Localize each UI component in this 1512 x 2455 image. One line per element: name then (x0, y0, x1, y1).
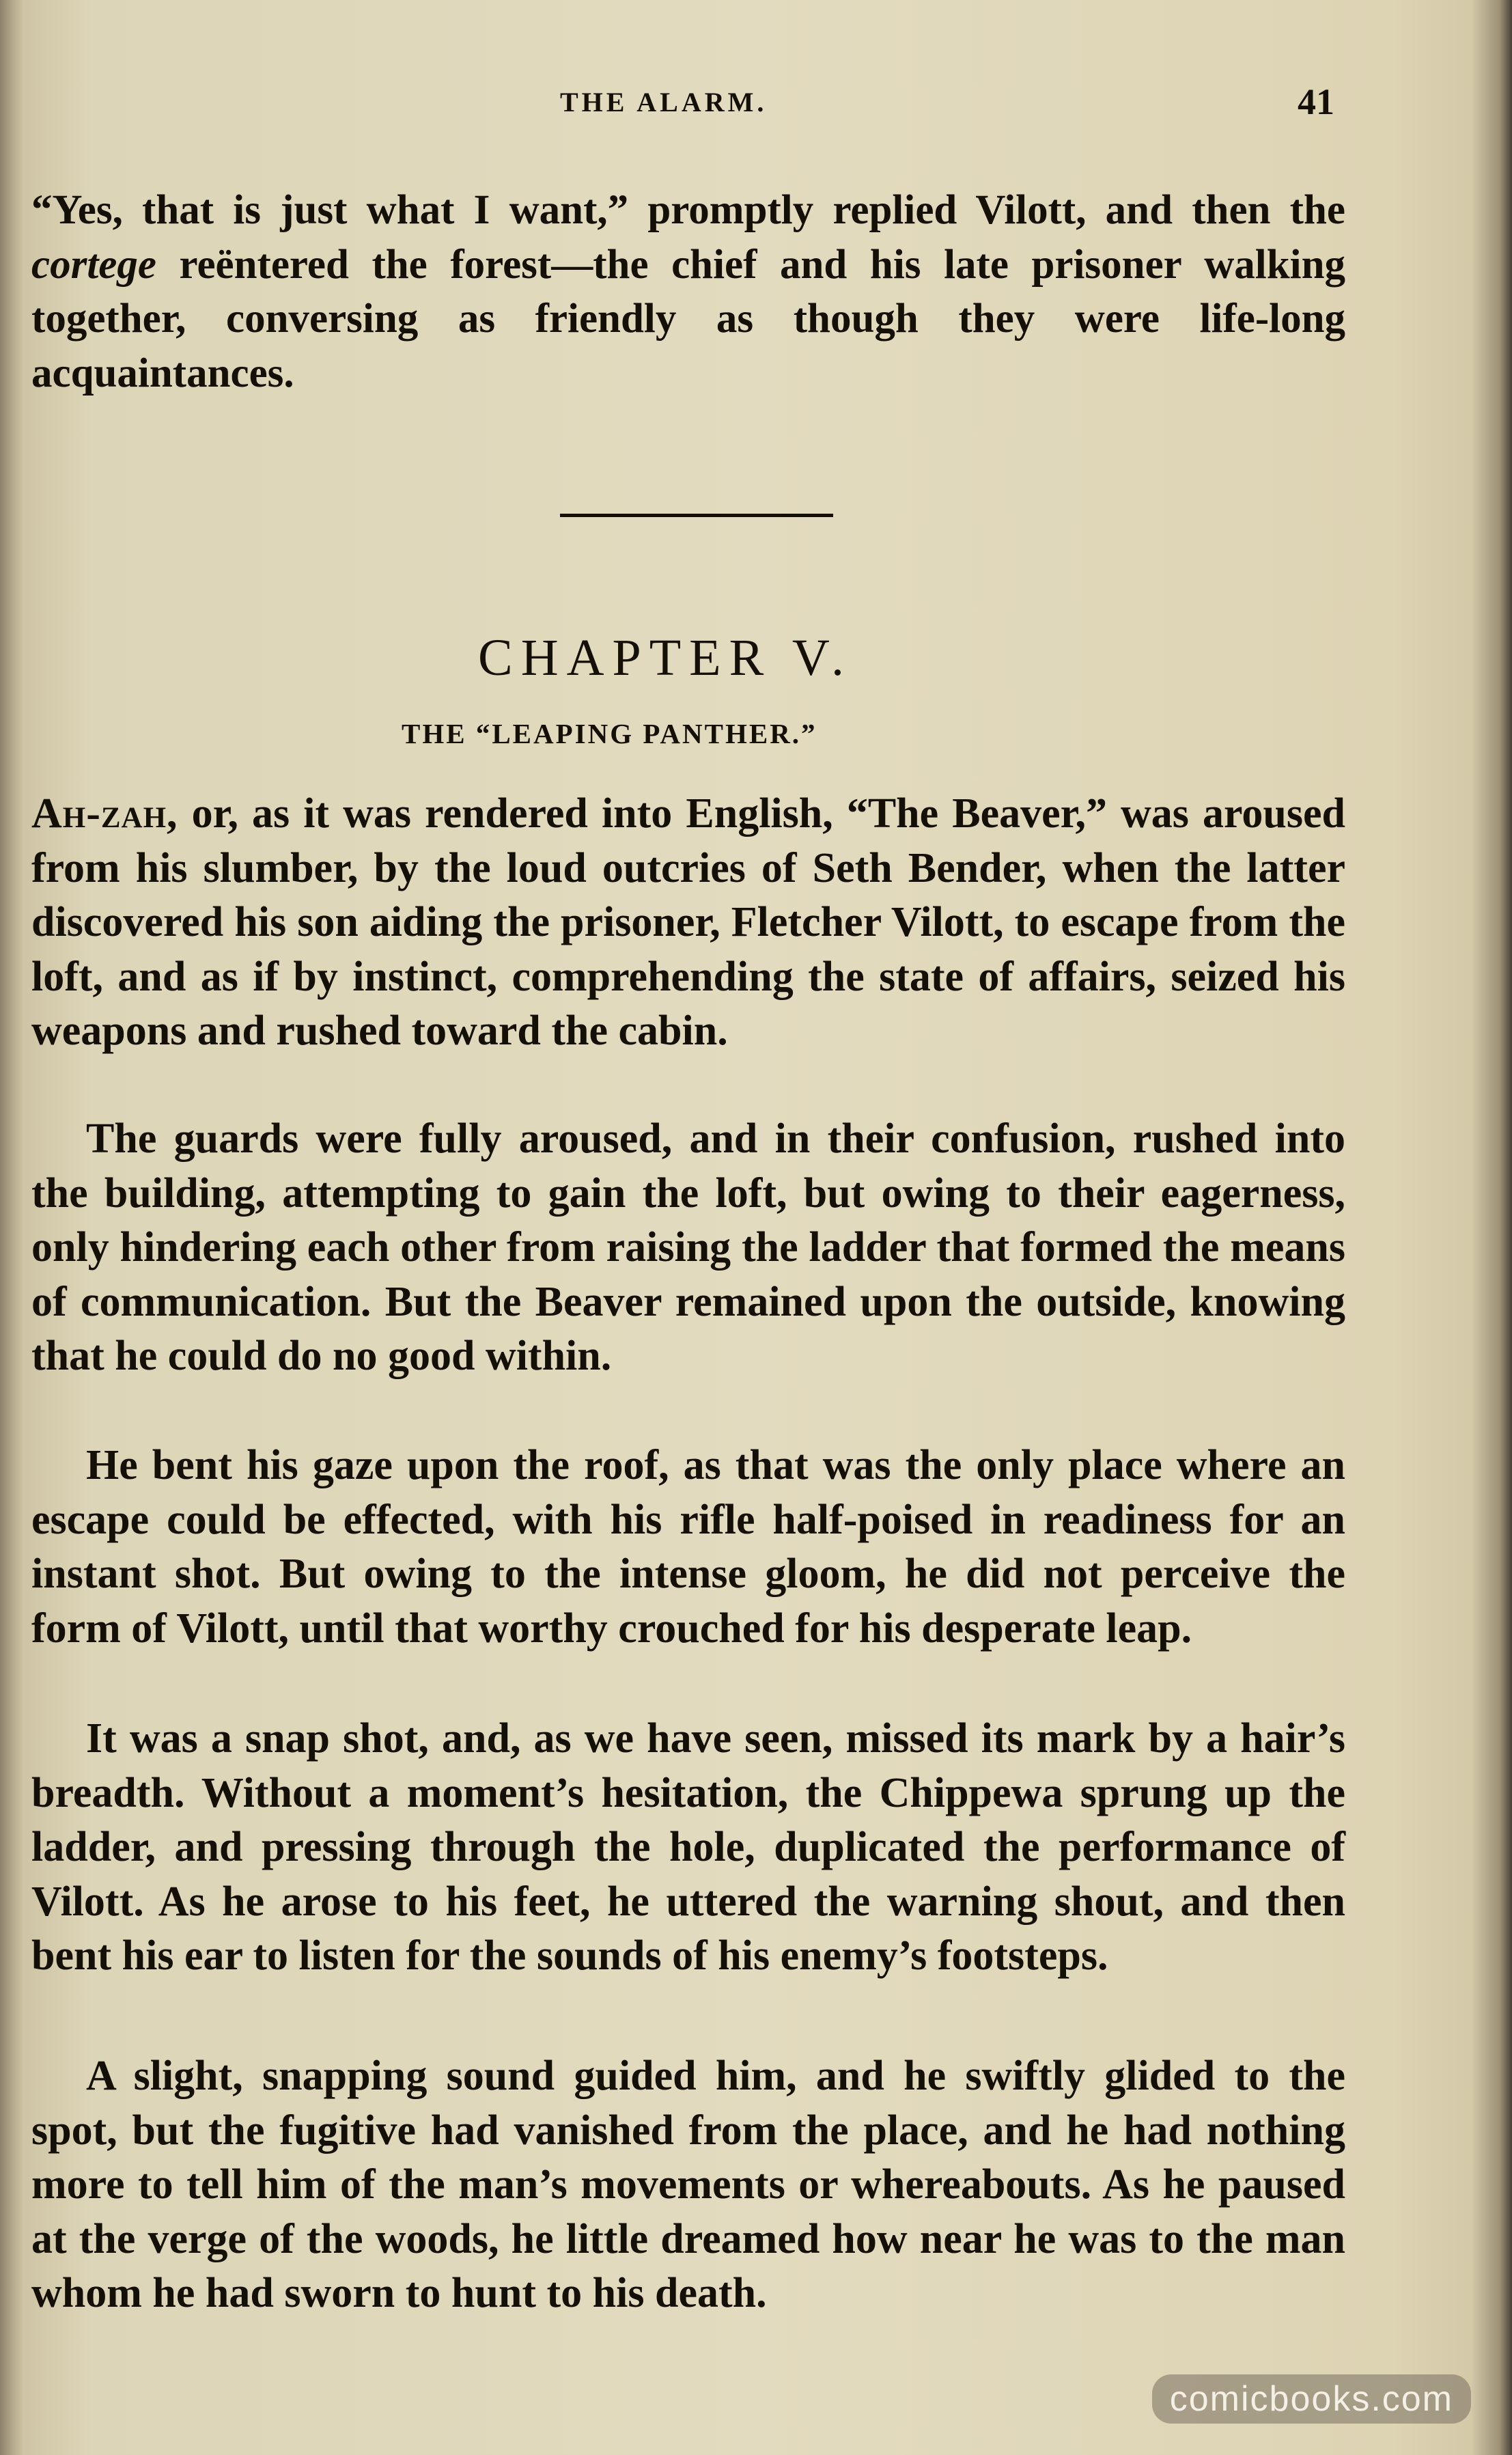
page-number: 41 (1298, 81, 1334, 122)
running-head: THE ALARM. (560, 87, 768, 117)
body-paragraph-1-text: or, as it was rendered into English, “The Beaver,” was aroused from his slumber, by the loud outcries of Seth Bender, when the latter discovered his son aiding the prisoner, Fletcher Vilott, to escape from the loft, and as if by instinct, comprehending the state of affairs, seized his weapons and rushed toward the cabin. (31, 790, 1345, 1054)
body-paragraph-1 (31, 787, 1345, 1059)
paragraph-lead-word: Ah-zah, (31, 790, 178, 837)
section-divider-rule (560, 514, 833, 517)
opening-paragraph-text-before: “Yes, that is just what I want,” promptly replied Vilott, and then the (31, 187, 1345, 233)
page-left-edge-shadow (0, 0, 23, 2455)
page-right-edge-shadow (1471, 0, 1512, 2455)
chapter-subtitle: THE “LEAPING PANTHER.” (402, 718, 817, 749)
body-paragraph-4: It was a snap shot, and, as we have seen, missed its mark by a hair’s breadth. Without a moment’s hesitation, the Chippewa sprung up the ladder, and pressing through the hole, duplicated the performance of Vilott. As he arose to his feet, he uttered the warning shout, and then bent his ear to listen for the sounds of his enemy’s footsteps. (31, 1715, 1345, 1979)
watermark-badge: comicbooks.com (1152, 2374, 1471, 2424)
opening-paragraph-text-after: reëntered the forest—the chief and his late prisoner walking together, conversing as friendly as though they were life-long acquaintances. (31, 241, 1345, 396)
opening-paragraph-italic-word: cortege (31, 241, 156, 288)
chapter-title: CHAPTER V. (478, 629, 852, 686)
body-paragraph-2: The guards were fully aroused, and in their confusion, rushed into the building, attempting to gain the loft, but owing to their eagerness, only hindering each other from raising the ladder that formed the means of communication. But the Beaver remained upon the outside, knowing that he could do no good within. (31, 1115, 1345, 1379)
body-paragraph-3: He bent his gaze upon the roof, as that was the only place where an escape could be effected, with his rifle half-poised in readiness for an instant shot. But owing to the intense gloom, he did not perceive the form of Vilott, until that worthy crouched for his desperate leap. (31, 1442, 1345, 1652)
opening-paragraph (31, 183, 1345, 400)
body-paragraph-5: A slight, snapping sound guided him, and he swiftly glided to the spot, but the fugitive had vanished from the place, and he had nothing more to tell him of the man’s movements or whereabouts. As he paused at the verge of the woods, he little dreamed how near he was to the man whom he had sworn to hunt to his death. (31, 2053, 1345, 2316)
